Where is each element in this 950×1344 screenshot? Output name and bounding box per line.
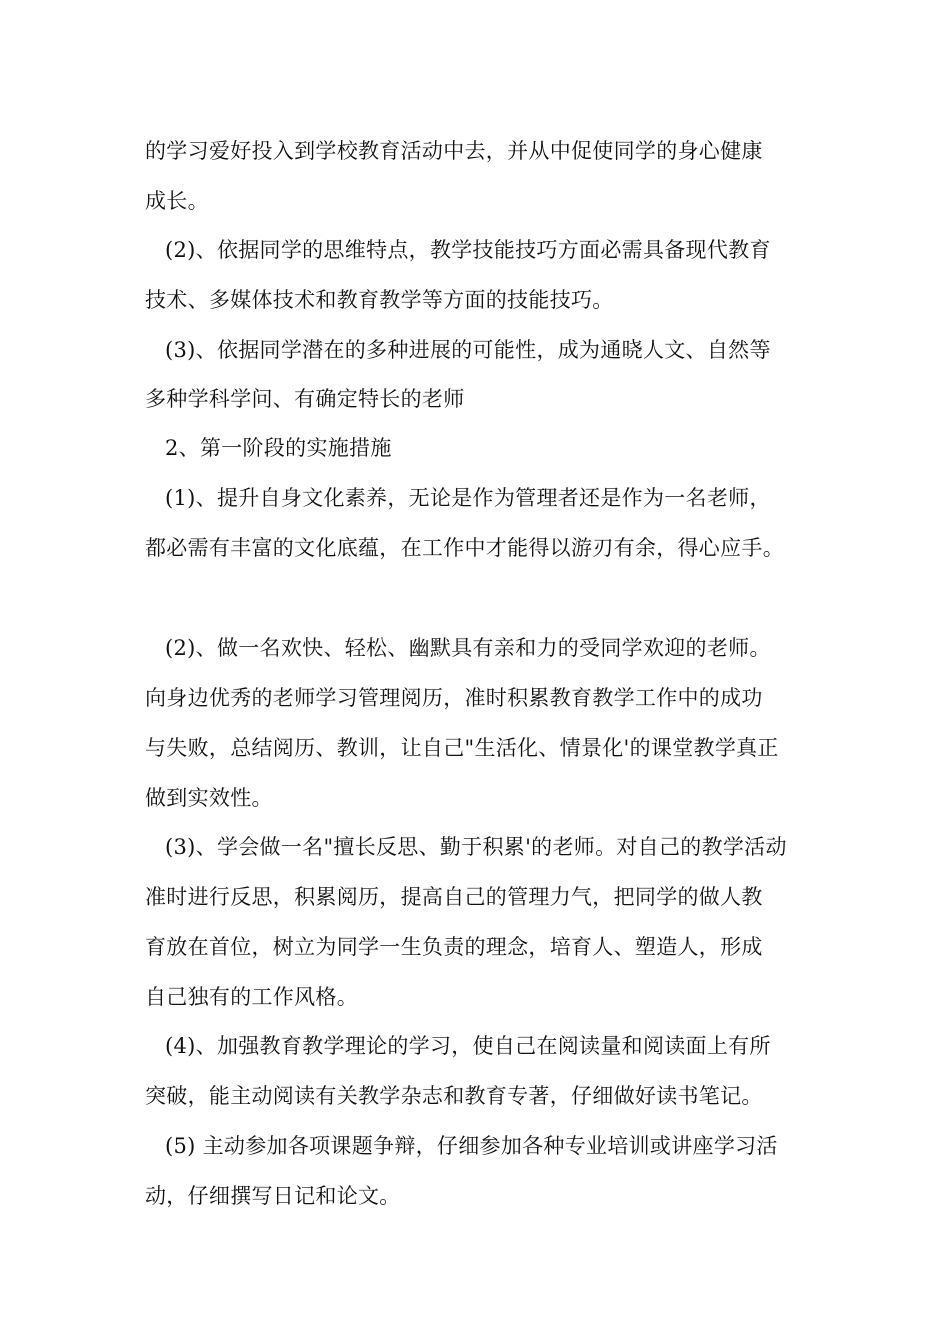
text-line: 突破，能主动阅读有关教学杂志和教育专著，仔细做好读书笔记。 — [145, 1084, 763, 1108]
text-line: 准时进行反思，积累阅历，提高自己的管理力气，把同学的做人教 — [145, 885, 763, 909]
text-line: 做到实效性。 — [145, 786, 273, 810]
text-line: 与失败，总结阅历、教训，让自己"生活化、情景化'的课堂教学真正 — [145, 736, 779, 760]
text-line: (3)、学会做一名"擅长反思、勤于积累'的老师。对自己的教学活动 — [165, 835, 787, 859]
text-line: 都必需有丰富的文化底蕴，在工作中才能得以游刃有余，得心应手。 — [145, 536, 784, 560]
text-line: (3)、依据同学潜在的多种进展的可能性，成为通晓人文、自然等 — [165, 338, 771, 362]
text-line: 自己独有的工作风格。 — [145, 985, 358, 1009]
text-line: (5) 主动参加各项课题争辩，仔细参加各种专业培训或讲座学习活 — [165, 1134, 778, 1158]
text-line: 技术、多媒体技术和教育教学等方面的技能技巧。 — [145, 288, 614, 312]
text-line: 向身边优秀的老师学习管理阅历，准时积累教育教学工作中的成功 — [145, 686, 763, 710]
text-line: (4)、加强教育教学理论的学习，使自己在阅读量和阅读面上有所 — [165, 1034, 771, 1058]
text-line: 的学习爱好投入到学校教育活动中去，并从中促使同学的身心健康 — [145, 139, 763, 163]
text-line: (2)、做一名欢快、轻松、幽默具有亲和力的受同学欢迎的老师。 — [165, 636, 771, 660]
text-line: 育放在首位，树立为同学一生负责的理念，培育人、塑造人，形成 — [145, 935, 763, 959]
text-line: (2)、依据同学的思维特点，教学技能技巧方面必需具备现代教育 — [165, 238, 771, 262]
text-line: 动，仔细撰写日记和论文。 — [145, 1184, 401, 1208]
text-line: 成长。 — [145, 189, 209, 213]
text-line: (1)、提升自身文化素养，无论是作为管理者还是作为一名老师， — [165, 486, 771, 510]
section-heading: 2、第一阶段的实施措施 — [165, 436, 392, 460]
text-line: 多种学科学问、有确定特长的老师 — [145, 387, 465, 411]
